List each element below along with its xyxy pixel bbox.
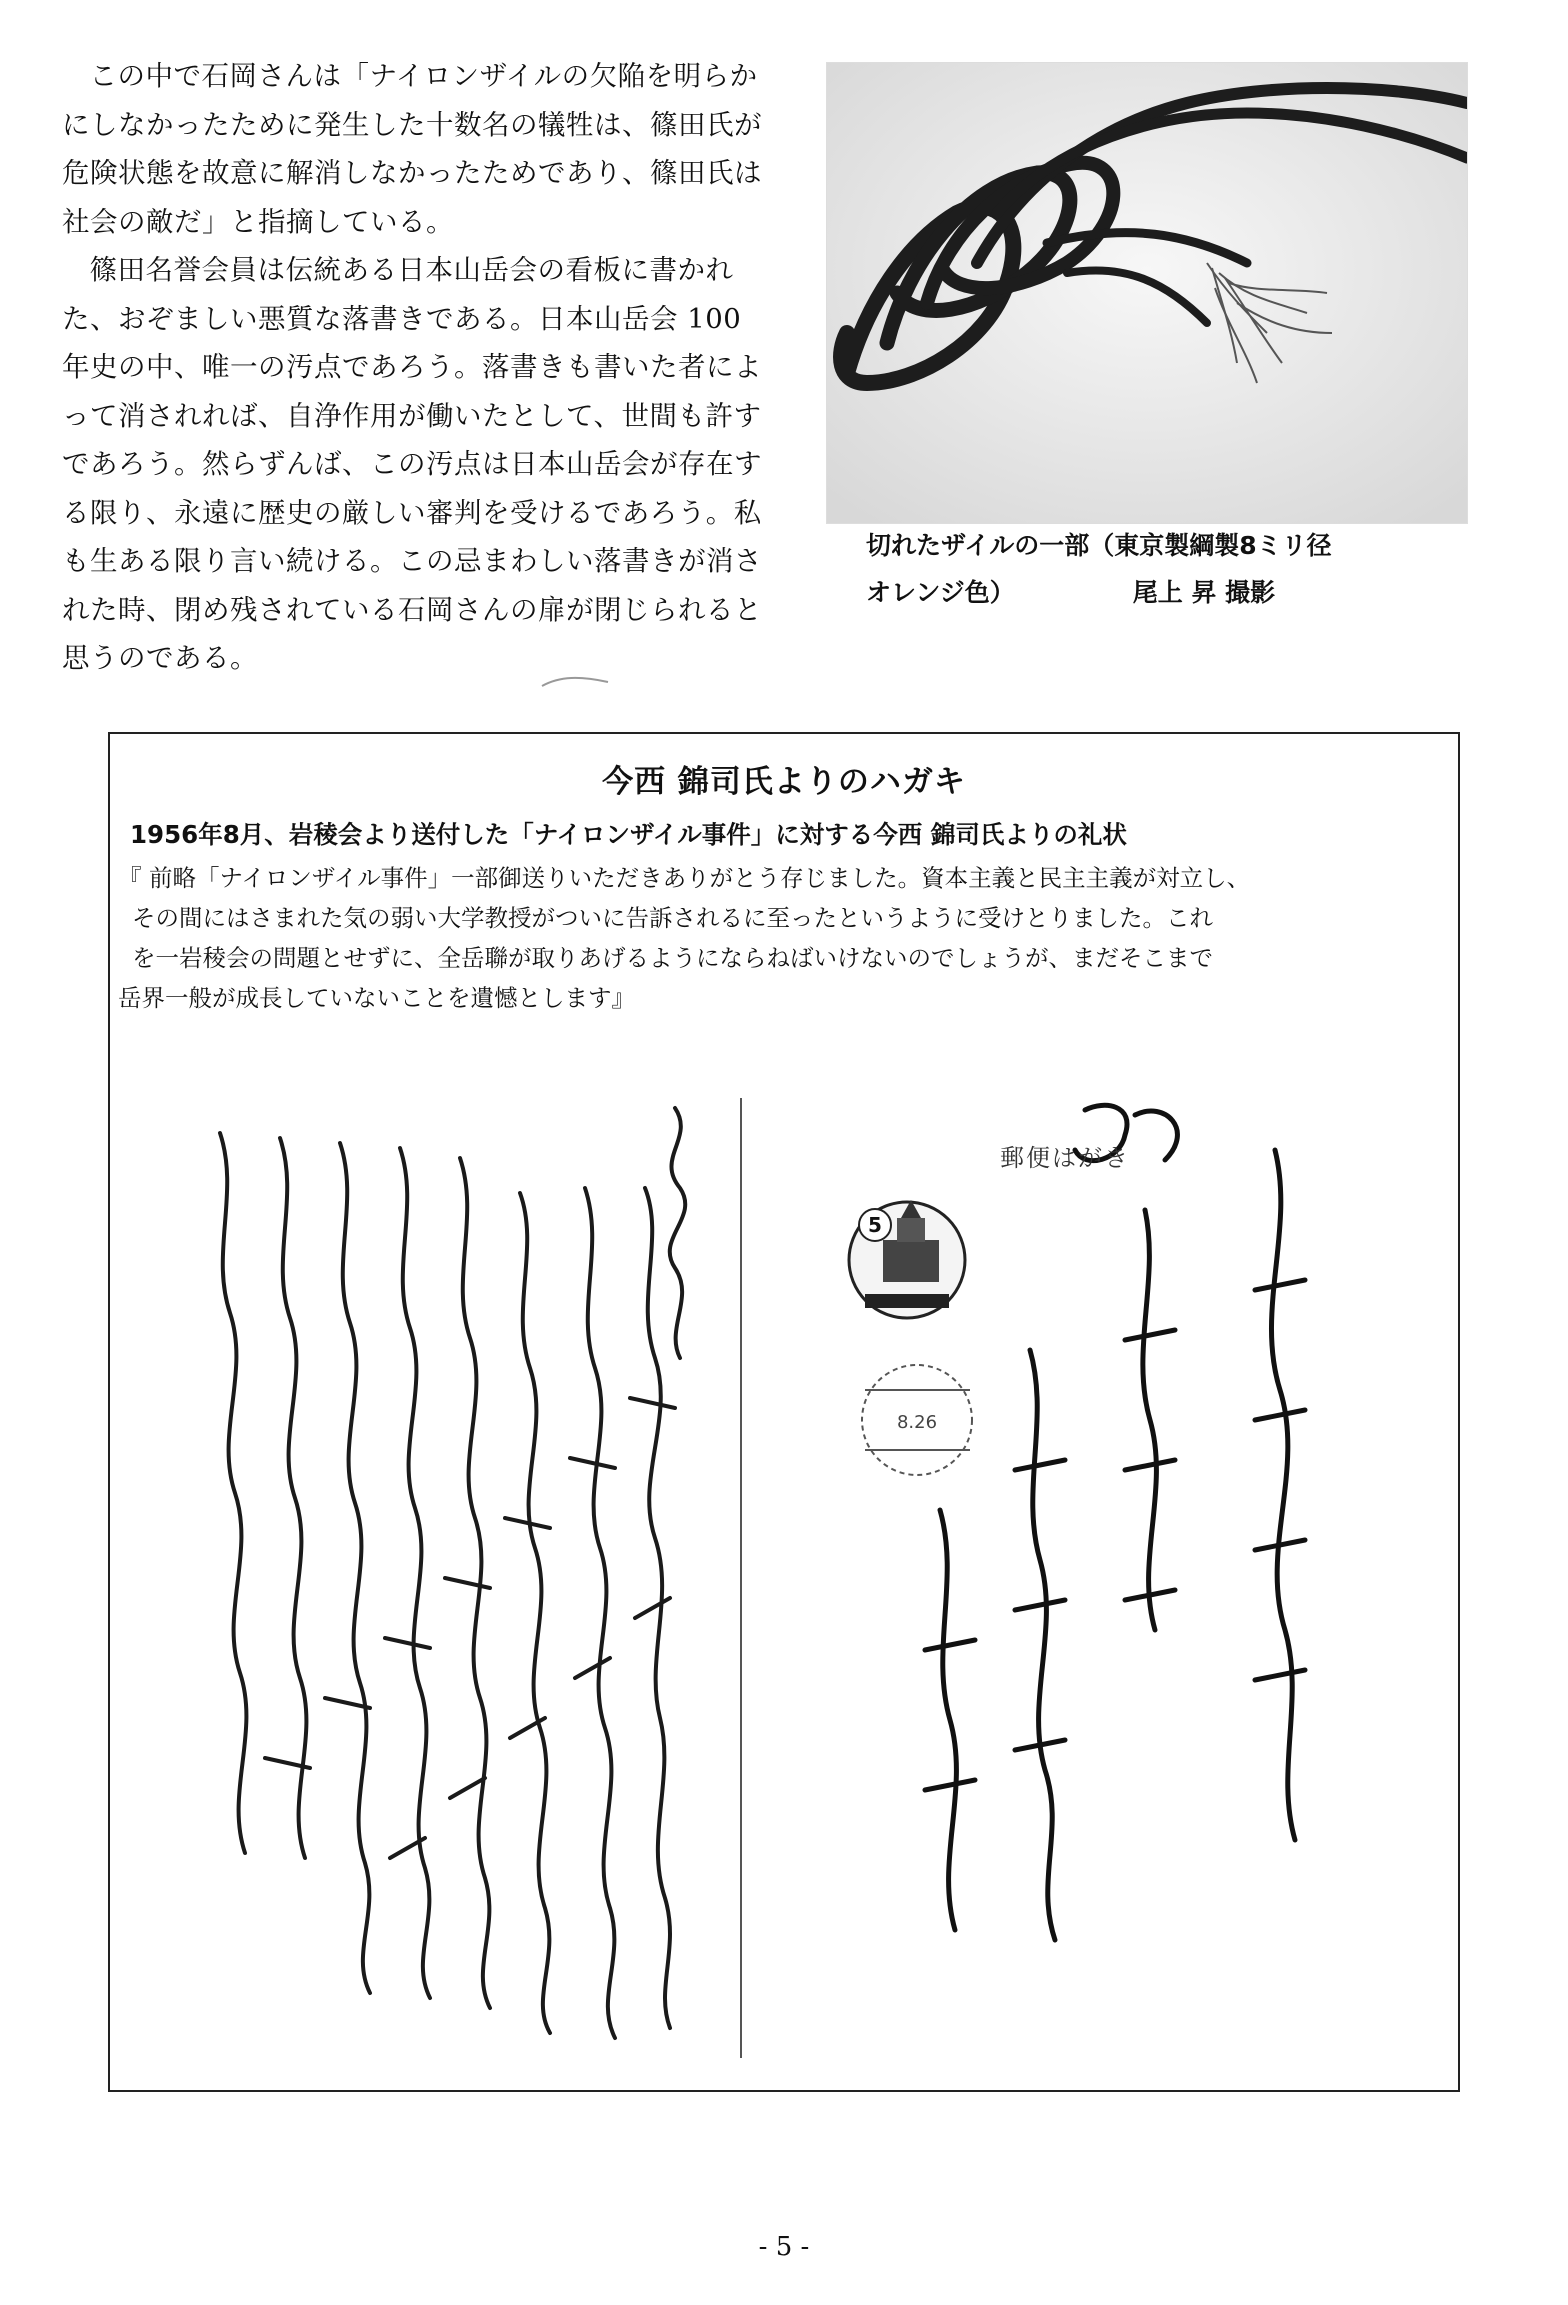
- address-handwriting-image: [835, 1090, 1355, 2040]
- postcard-address-side: [835, 1090, 1355, 2040]
- stray-pen-mark: [540, 672, 610, 692]
- postage-stamp: [849, 1200, 965, 1318]
- box-title: 今西 錦司氏よりのハガキ: [602, 764, 966, 800]
- postcard-label: 郵便はがき: [1000, 1144, 1130, 1172]
- article-paragraph: この中で石岡さんは「ナイロンザイルの欠陥を明らかにしなかったために発生した十数名の犠牲は、篠田氏が危険状態を故意に解消しなかったためであり、篠田氏は社会の敵だ」と指摘している。: [62, 60, 762, 238]
- caption-line: 切れたザイルの一部（東京製綱製8ミリ径: [866, 531, 1332, 560]
- box-subtitle: 1956年8月、岩稜会より送付した「ナイロンザイル事件」に対する今西 錦司氏よりの礼状: [130, 820, 1127, 849]
- caption-line: オレンジ色）: [866, 578, 1015, 607]
- quote-line: その間にはさまれた気の弱い大学教授がついに告訴されるに至ったというように受けとりました。これ: [132, 904, 1213, 932]
- photo-credit: 尾上 昇 撮影: [1132, 578, 1276, 607]
- quote-line: を一岩稜会の問題とせずに、全岳聯が取りあげるようにならねばいけないのでしょうが、まだそこまで: [132, 944, 1213, 972]
- quote-line: 『 前略「ナイロンザイル事件」一部御送りいただきありがとう存じました。資本主義と民主主義が対立し、: [118, 864, 1251, 892]
- photo-caption: [866, 522, 1506, 616]
- quote-line: 岳界一般が成長していないことを遺憾とします』: [118, 984, 635, 1012]
- handwriting-image: [175, 1098, 740, 2058]
- article-paragraph: 篠田名誉会員は伝統ある日本山岳会の看板に書かれた、おぞましい悪質な落書きである。日本山岳会 100 年史の中、唯一の汚点であろう。落書きも書いた者によって消されれば、自浄作用が働いたとして、世間も許すであろう。然らずんば、この汚点は日本山岳会が存在する限り、永遠に歴史の厳しい審判を受けるであろう。私も生ある限り言い続ける。この忌まわしい落書きが消された時、閉め残されている石岡さんの扉が閉じられると思うのである。: [62, 254, 762, 674]
- postmark-date: 8.26: [896, 1412, 938, 1433]
- rope-photo: [826, 62, 1468, 524]
- stamp-value: 5: [868, 1213, 882, 1237]
- postcard-transcription: [118, 858, 1448, 1018]
- postcard-message-side: [175, 1098, 742, 2058]
- article-body: [62, 52, 772, 683]
- page-number: - 5 -: [758, 2232, 810, 2262]
